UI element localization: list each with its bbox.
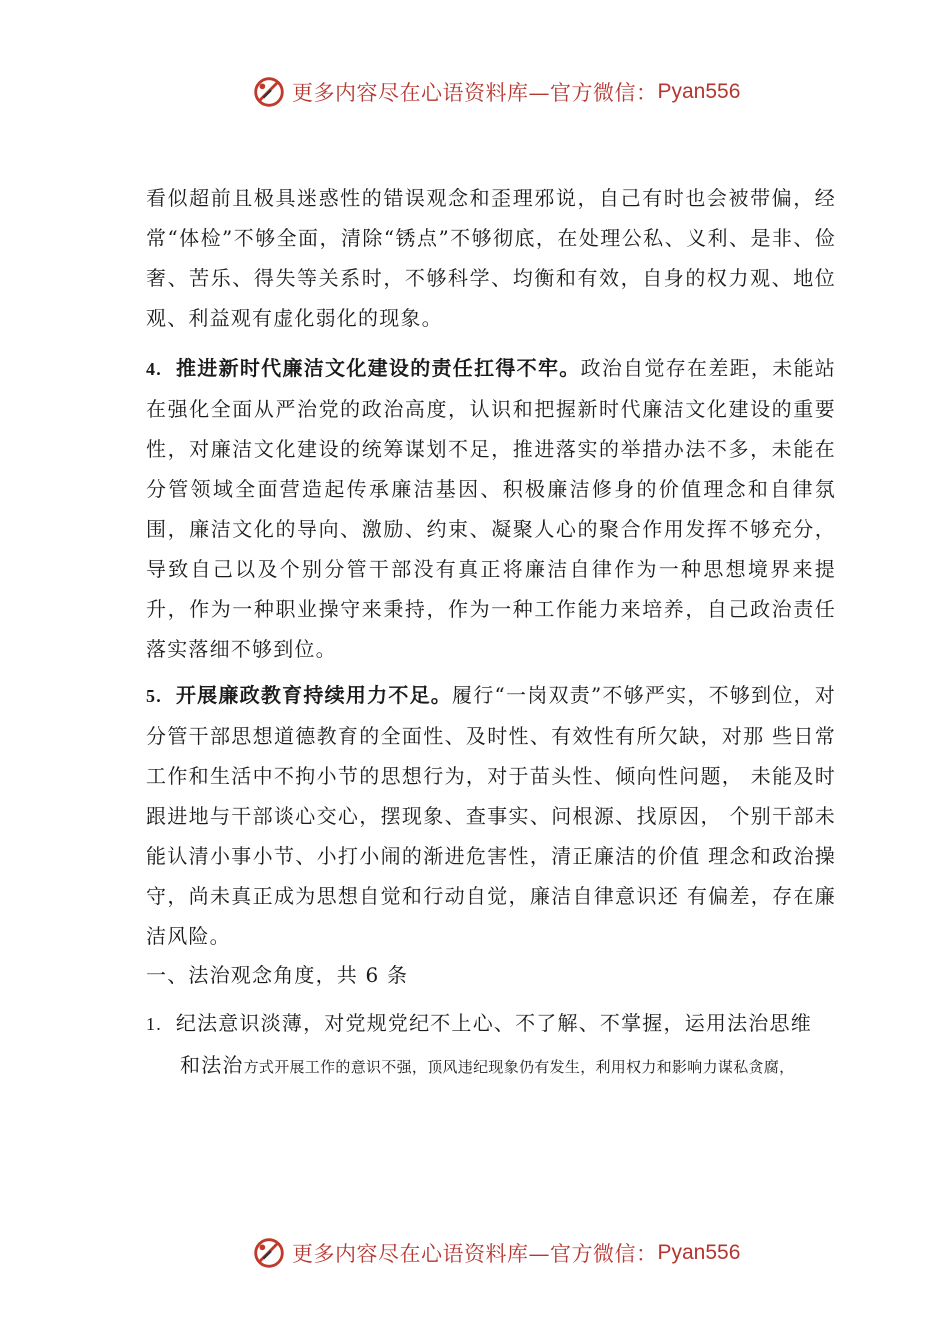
item-4 (146, 348, 836, 669)
item-4-body: 政治自觉存在差距，未能站在强化全面从严治党的政治高度，认识和把握新时代廉洁文化建设的重要性，对廉洁文化建设的统筹谋划不足，推进落实的举措办法不多，未能在分管领域全面营造起传承廉洁基因、积极廉洁修身的价值理念和自律氛围，廉洁文化的导向、激励、约束、凝聚人心的聚合作用发挥不够充分，导致自己以及个别分管干部没有真正将廉洁自律作为一种思想境界来提升，作为一种职业操守来秉持，作为一种工作能力来培养，自己政治责任落实落细不够到位。 (146, 356, 836, 661)
banner-wechat-id: Pyan556 (657, 1241, 741, 1264)
item-1-line1 (146, 1003, 836, 1044)
section-heading: 一、法治观念角度，共 6 条 (146, 963, 409, 987)
item-1-line2 (180, 1045, 840, 1087)
footer-banner (250, 1233, 740, 1273)
item-5-body: 履行“一岗双责”不够严实，不够到位，对分管干部思想道德教育的全面性、及时性、有效性有所欠缺，对那 些日常工作和生活中不拘小节的思想行为，对于苗头性、倾向性问题， 未能及时跟进地与干部谈心交心，摆现象、查事实、问根源、找原因， 个别干部未能认清小事小节、小打小闹的渐进危害性，清正廉洁的价值 理念和政治操守，尚未真正成为思想自觉和行动自觉，廉洁自律意识还 有偏差，存在廉洁风险。 (146, 683, 836, 948)
item-1-text: 纪法意识淡薄，对党规党纪不上心、不了解、不掌握，运用法治思维 (175, 1011, 812, 1035)
banner-wechat-id: Pyan556 (657, 80, 741, 103)
logo-icon (250, 73, 288, 111)
banner-text: 更多内容尽在心语资料库—官方微信： (292, 81, 658, 105)
logo-icon (250, 1234, 288, 1272)
item-1-number: 1. (146, 1014, 162, 1034)
item-4-title: 推进新时代廉洁文化建设的责任扛得不牢。 (175, 356, 581, 380)
paragraph-intro: 看似超前且极具迷惑性的错误观念和歪理邪说，自己有时也会被带偏，经常“体检”不够全面，清除“锈点”不够彻底，在处理公私、义利、是非、俭奢、苦乐、得失等关系时，不够科学、均衡和有效，自身的权力观、地位观、利益观有虚化弱化的现象。 (146, 186, 836, 330)
banner-text: 更多内容尽在心语资料库—官方微信： (292, 1242, 658, 1266)
item-4-number: 4. (146, 359, 162, 379)
item-5 (146, 675, 836, 956)
item-5-title: 开展廉政教育持续用力不足。 (175, 683, 453, 707)
item-1-text-large: 和法治 (180, 1053, 244, 1077)
header-banner (250, 72, 740, 112)
item-5-number: 5. (146, 686, 162, 706)
item-1-text-small: 方式开展工作的意识不强，顶风违纪现象仍有发生，利用权力和影响力谋私贪腐， (243, 1058, 795, 1076)
